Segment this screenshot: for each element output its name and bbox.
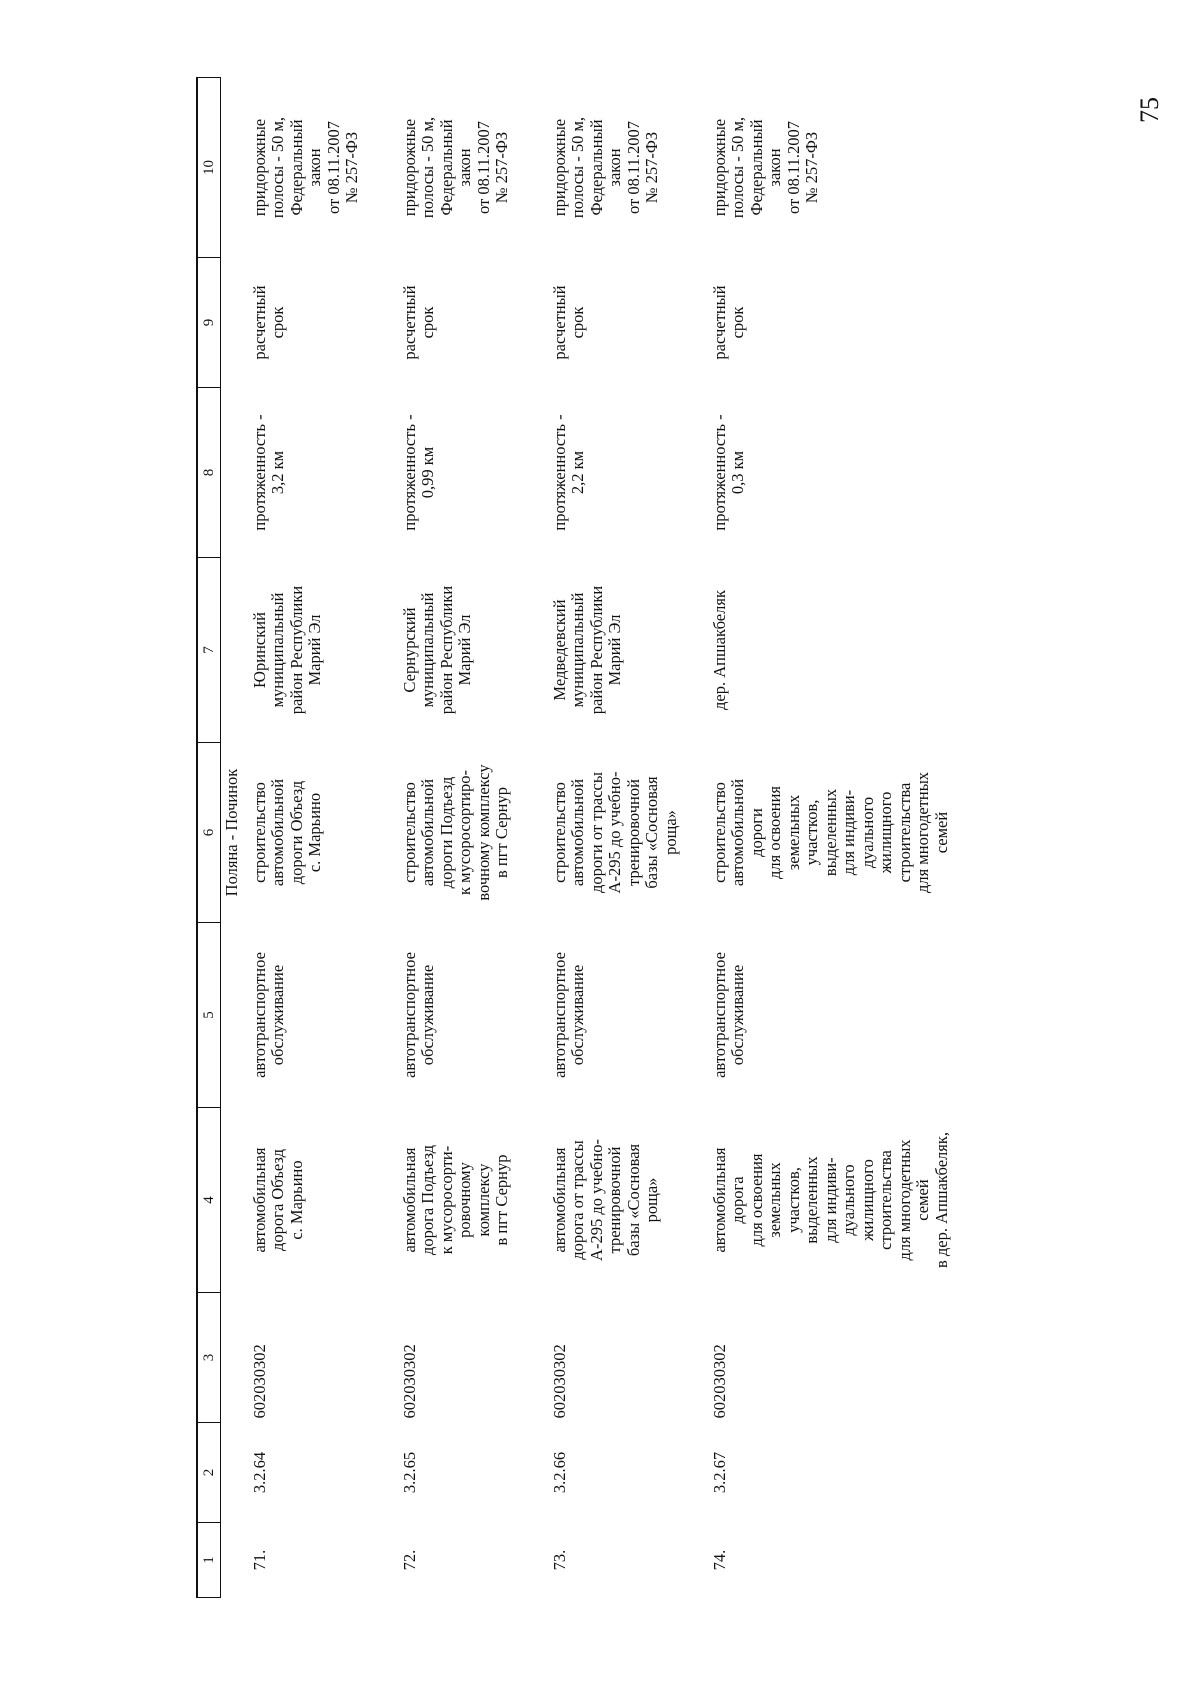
row-location: Медведевский муниципальный район Республики Марий Эл bbox=[550, 585, 625, 715]
row-works: строительство автомобильной дороги от трассы А-295 до учебно- тренировочной базы «Сосновая роща» bbox=[550, 771, 680, 894]
table-row bbox=[395, 78, 545, 1598]
row-characteristics: протяженность - 3,2 км bbox=[250, 414, 288, 531]
row-object: автомобильная дорога Объезд с. Марьино bbox=[250, 1147, 306, 1253]
row-cadastre: 602030302 bbox=[400, 1344, 419, 1419]
column-number: 5 bbox=[197, 923, 221, 1108]
row-term: расчетный срок bbox=[250, 285, 288, 360]
table-row bbox=[545, 78, 705, 1598]
row-term: расчетный срок bbox=[550, 285, 588, 360]
column-number-row bbox=[197, 78, 221, 1598]
row-code: 3.2.66 bbox=[550, 1451, 569, 1494]
row-cadastre: 602030302 bbox=[550, 1344, 569, 1419]
row-location: Юринский муниципальный район Республики Марий Эл bbox=[250, 585, 325, 715]
row-code: 3.2.67 bbox=[710, 1451, 729, 1494]
row-location: Сернурский муниципальный район Республики Марий Эл bbox=[400, 585, 475, 715]
row-works: строительство автомобильной дороги Объезд с. Марьино bbox=[250, 778, 325, 887]
column-number: 6 bbox=[197, 743, 221, 923]
row-object: автомобильная дорога для освоения земельных участков, выделенных для индиви- дуального жилищного строительства для многодетных семей в дер. Апшакбеляк, bbox=[710, 1132, 951, 1268]
row-object: автомобильная дорога от трассы А-295 до учебно- тренировочной базы «Сосновая роща» bbox=[550, 1139, 662, 1261]
row-number: 72. bbox=[400, 1549, 419, 1571]
page-number: 75 bbox=[1135, 97, 1164, 123]
row-zones: придорожные полосы - 50 м, Федеральный закон от 08.11.2007 № 257-ФЗ bbox=[710, 116, 822, 219]
row-cadastre: 602030302 bbox=[250, 1344, 269, 1419]
row-characteristics: протяженность - 2,2 км bbox=[550, 414, 588, 531]
row-purpose: автотранспортное обслуживание bbox=[550, 952, 588, 1078]
table-row bbox=[705, 78, 1015, 1598]
row-purpose: автотранспортное обслуживание bbox=[250, 952, 288, 1078]
row-code: 3.2.65 bbox=[400, 1451, 419, 1494]
row-works: строительство автомобильной дороги Подъезд к мусоросортиро- вочному комплексу в пгт Сернур bbox=[400, 764, 512, 901]
row-zones: придорожные полосы - 50 м, Федеральный закон от 08.11.2007 № 257-ФЗ bbox=[250, 116, 362, 219]
section-label: Поляна - Починок bbox=[222, 768, 241, 897]
column-number: 3 bbox=[197, 1293, 221, 1423]
row-zones: придорожные полосы - 50 м, Федеральный закон от 08.11.2007 № 257-ФЗ bbox=[550, 116, 662, 219]
row-number: 73. bbox=[550, 1549, 569, 1571]
row-number: 71. bbox=[250, 1549, 269, 1571]
table-row bbox=[245, 78, 395, 1598]
row-object: автомобильная дорога Подъезд к мусоросорти- ровочному комплексу в пгт Сернур bbox=[400, 1144, 512, 1256]
row-code: 3.2.64 bbox=[250, 1451, 269, 1494]
row-zones: придорожные полосы - 50 м, Федеральный закон от 08.11.2007 № 257-ФЗ bbox=[400, 116, 512, 219]
row-location: дер. Апшакбеляк bbox=[710, 590, 729, 710]
column-number: 7 bbox=[197, 558, 221, 743]
row-cadastre: 602030302 bbox=[710, 1344, 729, 1419]
row-characteristics: протяженность - 0,3 км bbox=[710, 414, 748, 531]
row-purpose: автотранспортное обслуживание bbox=[710, 952, 748, 1078]
row-purpose: автотранспортное обслуживание bbox=[400, 952, 438, 1078]
section-row bbox=[221, 78, 246, 1598]
rotated-table-container bbox=[196, 78, 1196, 1598]
row-term: расчетный срок bbox=[400, 285, 438, 360]
column-number: 8 bbox=[197, 388, 221, 558]
column-number: 9 bbox=[197, 258, 221, 388]
column-number: 4 bbox=[197, 1108, 221, 1293]
objects-table bbox=[196, 77, 1015, 1598]
row-works: строительство автомобильной дороги для освоения земельных участков, выделенных для индиви- дуального жилищного строительства для многодетных семей bbox=[710, 771, 951, 894]
column-number: 2 bbox=[197, 1423, 221, 1523]
column-number: 1 bbox=[197, 1523, 221, 1598]
row-term: расчетный срок bbox=[710, 285, 748, 360]
column-number: 10 bbox=[197, 78, 221, 258]
row-number: 74. bbox=[710, 1549, 729, 1571]
row-characteristics: протяженность - 0,99 км bbox=[400, 414, 438, 531]
